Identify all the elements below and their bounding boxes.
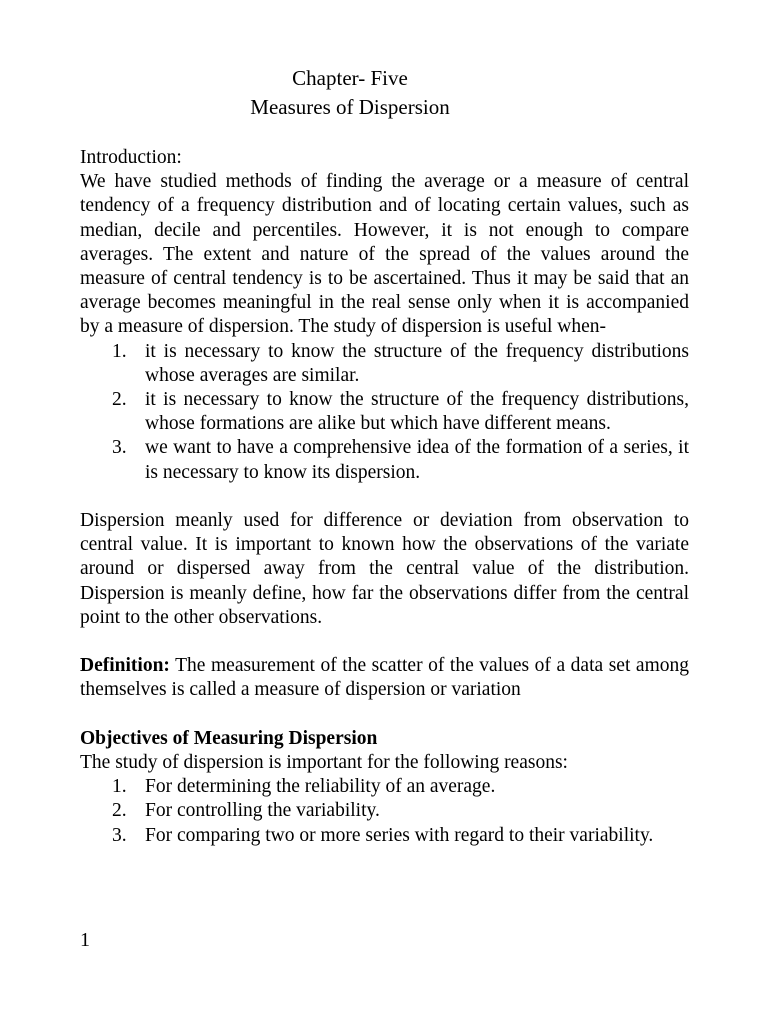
list-number: 2. xyxy=(112,389,127,411)
list-number: 1. xyxy=(112,776,127,798)
introduction-paragraph: We have studied methods of finding the average or a measure of central tendency of a frequency distribution and of locating certain values, such as median, decile and percentiles. However, it is not enough to compare averages. The extent and nature of the spread of the values around the measure of central tendency is to be ascertained. Thus it may be said that an average becomes meaningful in the real sense only when it is accompanied by a measure of dispersion. The study of dispersion is useful when- xyxy=(80,171,689,338)
list-item xyxy=(80,388,689,436)
useful-when-list xyxy=(80,340,689,485)
list-item xyxy=(80,340,689,388)
list-text: For controlling the variability. xyxy=(145,800,380,822)
list-text: it is necessary to know the structure of the frequency distributions, whose formations are alike but which have different means. xyxy=(145,389,689,435)
objectives-heading: Objectives of Measuring Dispersion xyxy=(80,727,378,749)
list-text: we want to have a comprehensive idea of the formation of a series, it is necessary to know its dispersion. xyxy=(145,437,689,483)
objectives-list xyxy=(80,775,689,848)
dispersion-paragraph: Dispersion meanly used for difference or deviation from observation to central value. It is important to known how the observations of the variate around or dispersed away from the central value of the distribution. Dispersion is meanly define, how far the observations differ from the central point to the other observations. xyxy=(80,510,689,628)
list-number: 3. xyxy=(112,824,127,846)
chapter-title: Measures of Dispersion xyxy=(250,95,450,119)
list-text: it is necessary to know the structure of the frequency distributions whose averages are similar. xyxy=(145,340,689,386)
paragraph-gap xyxy=(80,703,689,727)
list-item xyxy=(80,775,689,799)
definition-paragraph xyxy=(80,654,689,702)
list-item xyxy=(80,799,689,823)
chapter-title-block xyxy=(0,64,700,122)
introduction-heading: Introduction: xyxy=(80,147,182,168)
list-item xyxy=(80,436,689,484)
chapter-label: Chapter- Five xyxy=(292,66,408,90)
list-text: For determining the reliability of an average. xyxy=(145,776,496,798)
list-number: 2. xyxy=(112,800,127,822)
list-item xyxy=(80,824,689,848)
paragraph-gap xyxy=(80,630,689,654)
document-body xyxy=(80,146,689,848)
list-text: For comparing two or more series with regard to their variability. xyxy=(145,824,654,846)
objectives-intro: The study of dispersion is important for the following reasons: xyxy=(80,752,568,774)
paragraph-gap xyxy=(80,485,689,509)
definition-text: The measurement of the scatter of the values of a data set among themselves is called a measure of dispersion or variation xyxy=(80,655,689,701)
page-number: 1 xyxy=(80,929,90,951)
list-number: 3. xyxy=(112,437,127,459)
list-number: 1. xyxy=(112,340,127,362)
definition-label: Definition: xyxy=(80,655,170,677)
